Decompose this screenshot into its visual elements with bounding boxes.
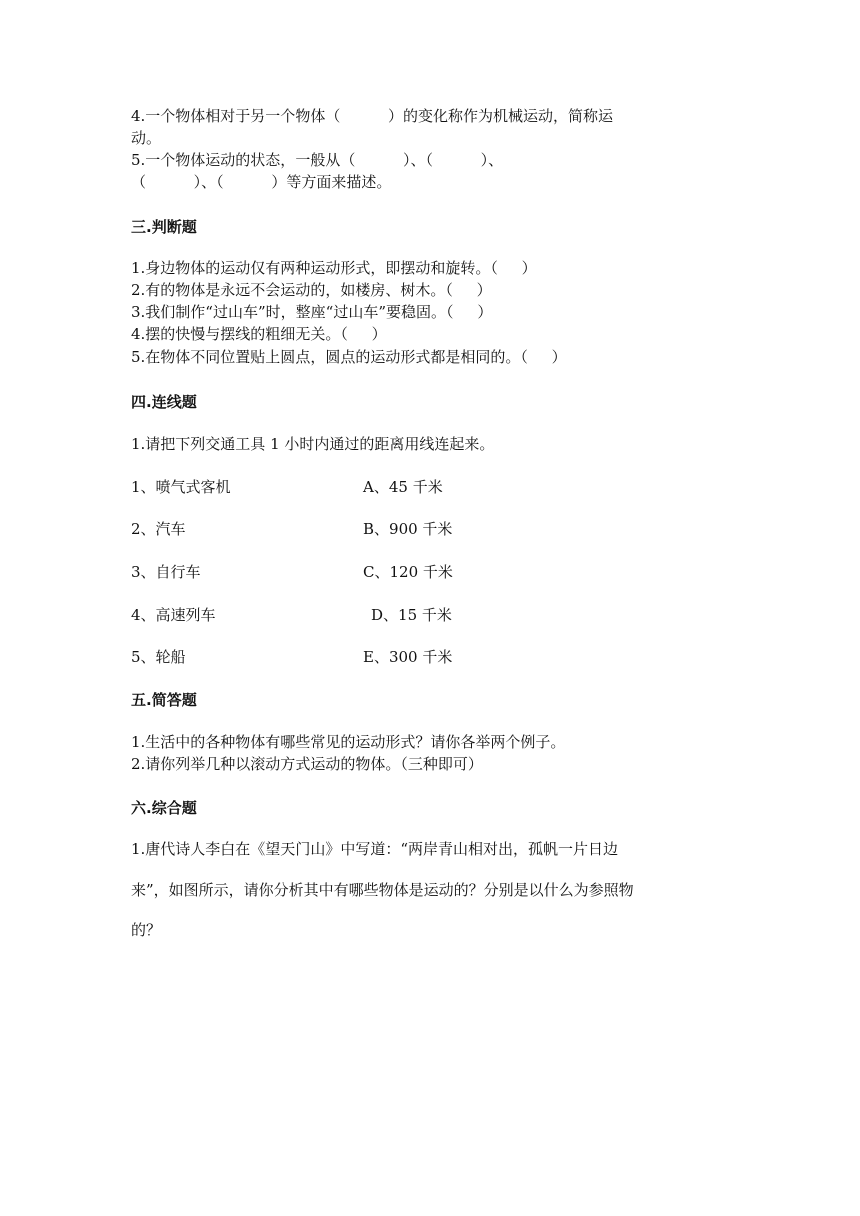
fill-blank-line-4: （ ）、（ ）等方面来描述。 <box>131 173 392 191</box>
judge-item-4: 4.摆的快慢与摆线的粗细无关。（ ） <box>131 325 387 343</box>
matching-right-4: D、15 千米 <box>371 606 452 624</box>
matching-right-5: E、300 千米 <box>363 648 453 666</box>
judge-item-3: 3.我们制作“过山车”时，整座“过山车”要稳固。（ ） <box>131 303 493 321</box>
section-5-title: 五.简答题 <box>131 691 197 709</box>
judge-item-1: 1.身边物体的运动仅有两种运动形式，即摆动和旋转。（ ） <box>131 259 537 277</box>
fill-blank-line-1: 4.一个物体相对于另一个物体（ ）的变化称作为机械运动，简称运 <box>131 107 613 125</box>
matching-question: 1.请把下列交通工具 1 小时内通过的距离用线连起来。 <box>131 435 495 453</box>
matching-right-3: C、120 千米 <box>363 563 453 581</box>
section-3-title: 三.判断题 <box>131 218 197 236</box>
short-answer-1: 1.生活中的各种物体有哪些常见的运动形式？请你各举两个例子。 <box>131 733 566 751</box>
matching-left-3: 3、自行车 <box>131 563 201 581</box>
judge-item-5: 5.在物体不同位置贴上圆点，圆点的运动形式都是相同的。（ ） <box>131 348 567 366</box>
short-answer-2: 2.请你列举几种以滚动方式运动的物体。（三种即可） <box>131 755 483 773</box>
matching-left-1: 1、喷气式客机 <box>131 478 231 496</box>
matching-left-2: 2、汽车 <box>131 520 186 538</box>
matching-right-2: B、900 千米 <box>363 520 453 538</box>
matching-left-4: 4、高速列车 <box>131 606 216 624</box>
matching-right-1: A、45 千米 <box>363 478 443 496</box>
section-6-title: 六.综合题 <box>131 799 197 817</box>
matching-left-5: 5、轮船 <box>131 648 186 666</box>
comprehensive-line-1: 1.唐代诗人李白在《望天门山》中写道：“两岸青山相对出，孤帆一片日边 <box>131 840 618 858</box>
section-4-title: 四.连线题 <box>131 393 197 411</box>
fill-blank-line-3: 5.一个物体运动的状态，一般从（ ）、（ ）、 <box>131 151 504 169</box>
comprehensive-line-2: 来”，如图所示，请你分析其中有哪些物体是运动的？分别是以什么为参照物 <box>131 881 634 899</box>
fill-blank-line-2: 动。 <box>131 129 162 147</box>
judge-item-2: 2.有的物体是永远不会运动的，如楼房、树木。（ ） <box>131 281 492 299</box>
comprehensive-line-3: 的？ <box>131 921 162 939</box>
